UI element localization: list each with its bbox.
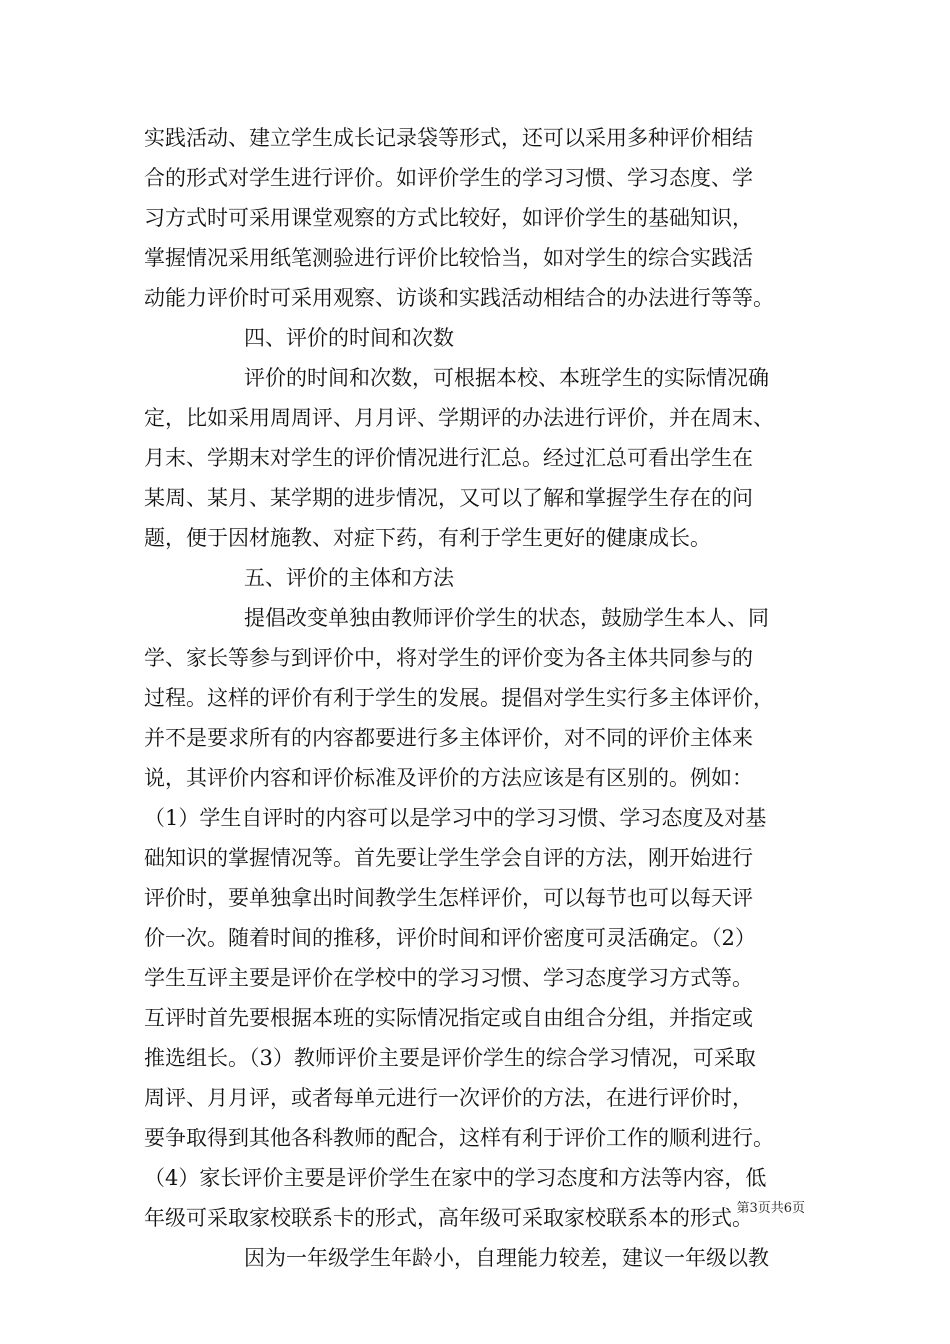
text-line: 某周、某月、某学期的进步情况，又可以了解和掌握学生存在的问 — [144, 486, 753, 510]
text-line: 学生互评主要是评价在学校中的学习习惯、学习态度学习方式等。 — [144, 966, 753, 990]
text-line: 掌握情况采用纸笔测验进行评价比较恰当，如对学生的综合实践活 — [144, 246, 753, 270]
text-line: 因为一年级学生年龄小，自理能力较差，建议一年级以教 — [244, 1246, 769, 1270]
text-line: 评价的时间和次数，可根据本校、本班学生的实际情况确 — [244, 366, 769, 390]
text-line: 实践活动、建立学生成长记录袋等形式，还可以采用多种评价相结 — [144, 126, 753, 150]
page-number-footer: 第3页共6页 — [736, 1201, 805, 1216]
text-line: 学、家长等参与到评价中，将对学生的评价变为各主体共同参与的 — [144, 646, 753, 670]
text-line: 动能力评价时可采用观察、访谈和实践活动相结合的办法进行等等。 — [144, 286, 774, 310]
text-line: 定，比如采用周周评、月月评、学期评的办法进行评价，并在周末、 — [144, 406, 774, 430]
text-line: 合的形式对学生进行评价。如评价学生的学习习惯、学习态度、学 — [144, 166, 753, 190]
text-line: 周评、月月评，或者每单元进行一次评价的方法，在进行评价时， — [144, 1086, 753, 1110]
text-line: 月末、学期末对学生的评价情况进行汇总。经过汇总可看出学生在 — [144, 446, 753, 470]
text-line: 推选组长。（3）教师评价主要是评价学生的综合学习情况，可采取 — [144, 1046, 756, 1070]
text-line: 说，其评价内容和评价标准及评价的方法应该是有区别的。例如： — [144, 766, 753, 790]
text-line: 础知识的掌握情况等。首先要让学生学会自评的方法，刚开始进行 — [144, 846, 753, 870]
text-line: 提倡改变单独由教师评价学生的状态，鼓励学生本人、同 — [244, 606, 769, 630]
text-line: 过程。这样的评价有利于学生的发展。提倡对学生实行多主体评价， — [144, 686, 774, 710]
text-line: 价一次。随着时间的推移，评价时间和评价密度可灵活确定。（2） — [144, 926, 756, 950]
text-line: 习方式时可采用课堂观察的方式比较好，如评价学生的基础知识， — [144, 206, 753, 230]
body-text — [144, 118, 824, 1278]
text-line: 互评时首先要根据本班的实际情况指定或自由组合分组，并指定或 — [144, 1006, 753, 1030]
text-line: 评价时，要单独拿出时间教学生怎样评价，可以每节也可以每天评 — [144, 886, 753, 910]
text-line: 并不是要求所有的内容都要进行多主体评价，对不同的评价主体来 — [144, 726, 753, 750]
text-line: 题，便于因材施教、对症下药，有利于学生更好的健康成长。 — [144, 526, 711, 550]
text-line: （4）家长评价主要是评价学生在家中的学习态度和方法等内容，低 — [144, 1166, 767, 1190]
section-heading-4: 四、评价的时间和次数 — [244, 326, 454, 350]
text-line: 年级可采取家校联系卡的形式，高年级可采取家校联系本的形式。 — [144, 1206, 753, 1230]
section-heading-5: 五、评价的主体和方法 — [244, 566, 454, 590]
text-line: （1）学生自评时的内容可以是学习中的学习习惯、学习态度及对基 — [144, 806, 767, 830]
text-line: 要争取得到其他各科教师的配合，这样有利于评价工作的顺利进行。 — [144, 1126, 774, 1150]
